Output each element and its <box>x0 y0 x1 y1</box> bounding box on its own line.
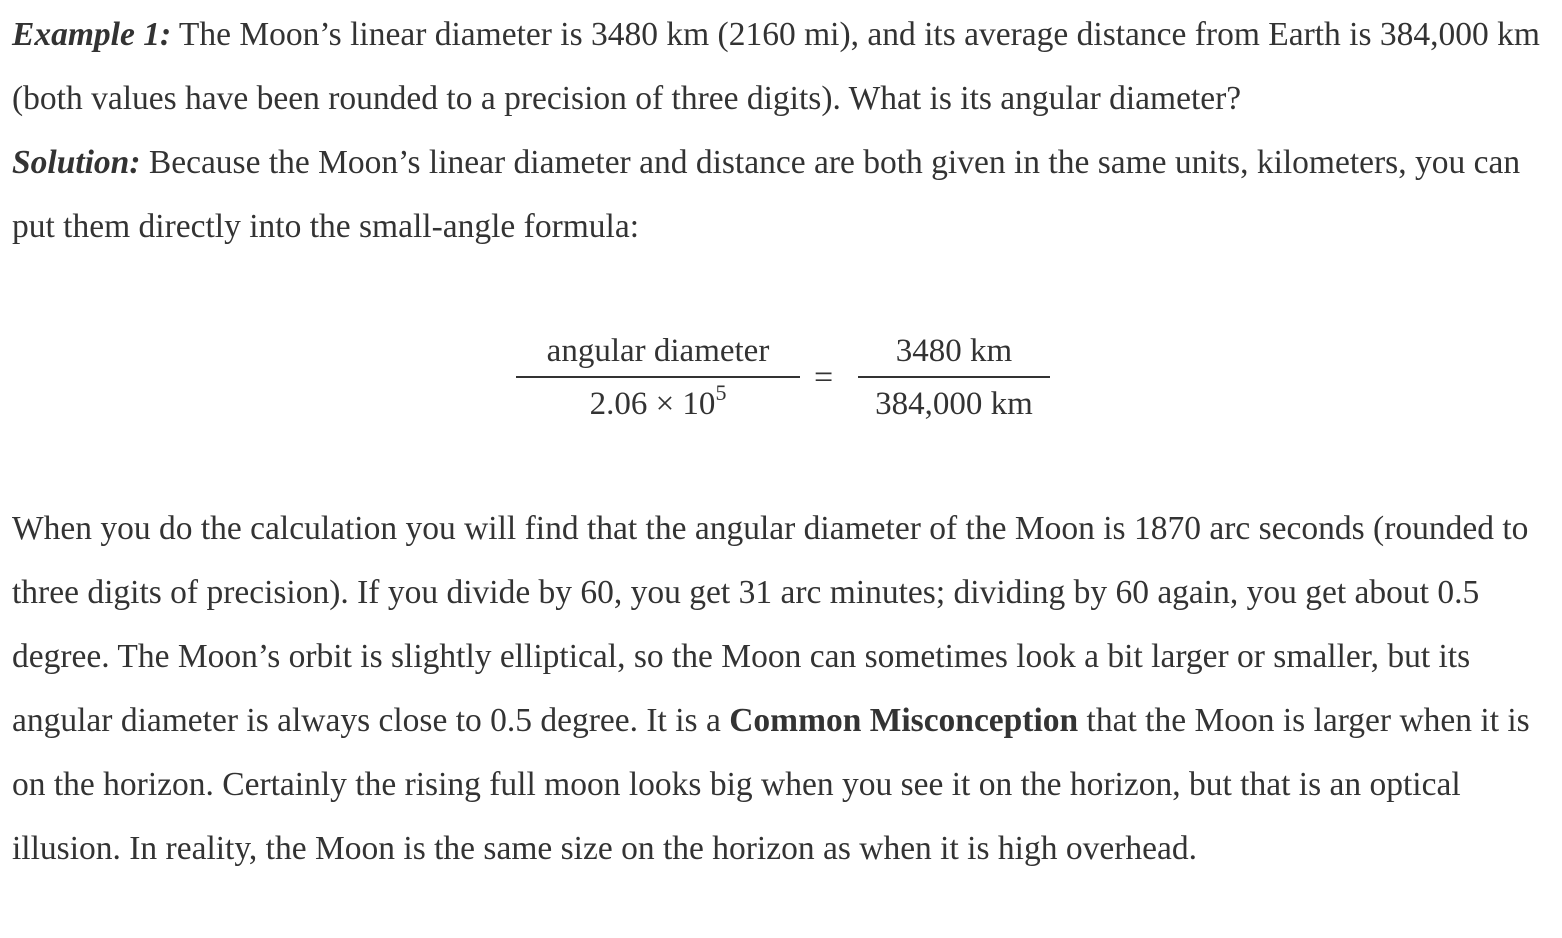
example-text: The Moon’s linear diameter is 3480 km (2160 mi), and its average distance from Earth is 384,000 km (both values have been rounded to a precision of three digits). What is its angular diameter? <box>12 16 1540 117</box>
right-denominator: 384,000 km <box>875 386 1033 422</box>
small-angle-formula <box>516 326 1056 436</box>
example-label: Example 1: <box>12 16 172 53</box>
solution-text: Because the Moon’s linear diameter and distance are both given in the same units, kilometers, you can put them directly into the small-angle formula: <box>12 144 1521 245</box>
example-paragraph <box>12 3 1542 131</box>
left-denominator <box>516 378 800 428</box>
solution-paragraph <box>12 131 1542 259</box>
left-denominator-base: 2.06 × 10 <box>589 386 716 422</box>
solution-label: Solution: <box>12 144 141 181</box>
common-misconception-term: Common Misconception <box>729 702 1079 739</box>
left-numerator: angular diameter <box>546 333 770 369</box>
right-numerator: 3480 km <box>895 333 1013 369</box>
equals-sign: = <box>814 359 834 396</box>
explanation-text-after: that the Moon is larger when it is on the horizon. Certainly the rising full moon looks big when you see it on the horizon, but that is an optical illusion. In reality, the Moon is the same size on the horizon as when it is high overhead. <box>12 702 1530 867</box>
explanation-paragraph <box>12 497 1542 881</box>
left-fraction <box>516 326 800 428</box>
left-denominator-exponent: 5 <box>715 380 727 405</box>
right-fraction <box>858 326 1050 428</box>
explanation-text-before: When you do the calculation you will find that the angular diameter of the Moon is 1870 arc seconds (rounded to three digits of precision). If you divide by 60, you get 31 arc minutes; dividing by 60 again, you get about 0.5 degree. The Moon’s orbit is slightly elliptical, so the Moon can sometimes look a bit larger or smaller, but its angular diameter is always close to 0.5 degree. It is a <box>12 510 1529 739</box>
